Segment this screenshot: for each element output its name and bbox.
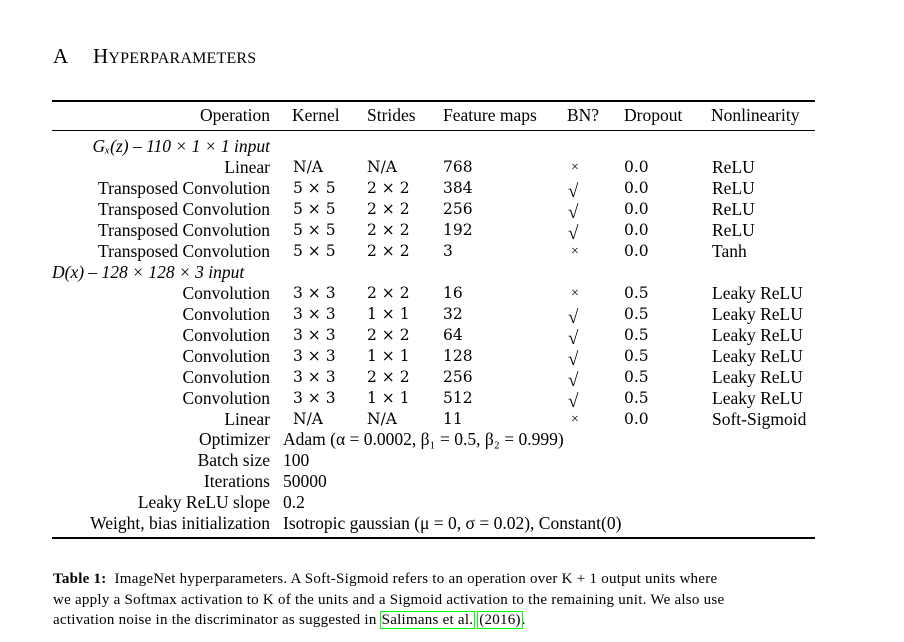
dropout-cell: 0.0 <box>624 221 649 239</box>
strides-cell: 2 × 2 <box>367 284 410 302</box>
bn-check-icon: √ <box>568 181 579 202</box>
operation-cell: Convolution <box>182 304 270 324</box>
section-heading <box>53 44 256 69</box>
setting-label: Iterations <box>203 471 270 491</box>
setting-label: Weight, bias initialization <box>90 513 270 533</box>
nonlinearity-cell: Leaky ReLU <box>712 304 803 324</box>
operation-cell: Linear <box>224 409 270 429</box>
generator-layer-row <box>52 220 815 244</box>
caption-label: Table 1: <box>53 571 107 587</box>
generator-layer-row <box>52 178 815 202</box>
operation-cell: Convolution <box>182 325 270 345</box>
header-feature-maps: Feature maps <box>443 105 537 125</box>
setting-label: Leaky ReLU slope <box>137 492 270 512</box>
kernel-cell: 3 × 3 <box>293 368 336 386</box>
bn-check-icon: √ <box>568 391 579 412</box>
header-strides: Strides <box>367 105 416 125</box>
dropout-cell: 0.0 <box>624 200 649 218</box>
feature-maps-cell: 512 <box>443 389 473 407</box>
operation-cell: Transposed Convolution <box>98 199 270 219</box>
kernel-cell: 3 × 3 <box>293 305 336 323</box>
setting-value: 100 <box>283 450 310 470</box>
section-title-initial: H <box>93 44 109 68</box>
strides-cell: 2 × 2 <box>367 200 410 218</box>
feature-maps-cell: 192 <box>443 221 473 239</box>
table-top-rule <box>52 100 815 102</box>
dropout-cell: 0.5 <box>624 305 649 323</box>
setting-value: Adam (α = 0.0002, β₁ = 0.5, β₂ = 0.999) <box>283 429 564 449</box>
discriminator-layer-row <box>52 304 815 328</box>
header-bn: BN? <box>567 105 600 125</box>
section-title-rest: YPERPARAMETERS <box>108 50 257 67</box>
setting-value: Isotropic gaussian (μ = 0, σ = 0.02), Constant(0) <box>283 513 622 533</box>
feature-maps-cell: 768 <box>443 158 473 176</box>
dropout-cell: 0.5 <box>624 347 649 365</box>
kernel-cell: N/A <box>293 410 323 428</box>
strides-cell: 2 × 2 <box>367 221 410 239</box>
nonlinearity-cell: Leaky ReLU <box>712 283 803 303</box>
caption-end: . <box>521 612 526 628</box>
kernel-cell: 5 × 5 <box>293 242 336 260</box>
discriminator-layer-row <box>52 283 815 304</box>
feature-maps-cell: 32 <box>443 305 463 323</box>
setting-value: 0.2 <box>283 492 305 512</box>
kernel-cell: 3 × 3 <box>293 284 336 302</box>
table-header-row <box>52 105 815 126</box>
bn-check-icon: √ <box>568 202 579 223</box>
dropout-cell: 0.0 <box>624 410 649 428</box>
strides-cell: 1 × 1 <box>367 347 410 365</box>
operation-cell: Convolution <box>182 367 270 387</box>
bn-check-icon: √ <box>568 307 579 328</box>
feature-maps-cell: 256 <box>443 200 473 218</box>
strides-cell: 2 × 2 <box>367 326 410 344</box>
kernel-cell: 5 × 5 <box>293 200 336 218</box>
dropout-cell: 0.0 <box>624 158 649 176</box>
strides-cell: N/A <box>367 158 397 176</box>
feature-maps-cell: 11 <box>443 410 463 428</box>
citation-link-year[interactable]: (2016) <box>479 612 521 628</box>
kernel-cell: 3 × 3 <box>293 326 336 344</box>
table-bottom-rule <box>52 537 815 539</box>
discriminator-group-label <box>52 262 815 283</box>
generator-input-label: Gₓ(z) – 110 × 1 × 1 input <box>92 136 270 156</box>
caption-line-2: we apply a Softmax activation to K of the units and a Sigmoid activation to the remaining unit. We also use <box>53 591 725 608</box>
bn-cross-icon: × <box>571 244 579 259</box>
feature-maps-cell: 16 <box>443 284 463 302</box>
operation-cell: Linear <box>224 157 270 177</box>
generator-layer-row <box>52 241 815 262</box>
feature-maps-cell: 64 <box>443 326 463 344</box>
citation-link-authors[interactable]: Salimans et al. <box>381 612 474 628</box>
strides-cell: 2 × 2 <box>367 368 410 386</box>
discriminator-input-label: D(x) – 128 × 128 × 3 input <box>52 262 245 282</box>
strides-cell: 1 × 1 <box>367 305 410 323</box>
generator-layer-row <box>52 157 815 178</box>
kernel-cell: 3 × 3 <box>293 347 336 365</box>
operation-cell: Convolution <box>182 346 270 366</box>
setting-row <box>52 429 815 450</box>
setting-row <box>52 513 815 534</box>
operation-cell: Convolution <box>182 388 270 408</box>
kernel-cell: 5 × 5 <box>293 179 336 197</box>
bn-check-icon: √ <box>568 223 579 244</box>
nonlinearity-cell: ReLU <box>712 178 755 198</box>
table-caption <box>53 569 813 631</box>
kernel-cell: 3 × 3 <box>293 389 336 407</box>
discriminator-layer-row <box>52 388 815 412</box>
operation-cell: Transposed Convolution <box>98 220 270 240</box>
operation-cell: Convolution <box>182 283 270 303</box>
dropout-cell: 0.5 <box>624 389 649 407</box>
caption-line-3 <box>53 610 813 631</box>
bn-check-icon: √ <box>568 370 579 391</box>
dropout-cell: 0.5 <box>624 368 649 386</box>
bn-check-icon: √ <box>568 328 579 349</box>
nonlinearity-cell: Leaky ReLU <box>712 325 803 345</box>
nonlinearity-cell: ReLU <box>712 157 755 177</box>
header-operation: Operation <box>200 105 270 125</box>
table-header-rule <box>52 130 815 131</box>
nonlinearity-cell: Leaky ReLU <box>712 388 803 408</box>
discriminator-layer-row <box>52 346 815 370</box>
section-number: A <box>53 44 69 68</box>
bn-cross-icon: × <box>571 160 579 175</box>
bn-cross-icon: × <box>571 412 579 427</box>
bn-check-icon: √ <box>568 349 579 370</box>
nonlinearity-cell: Leaky ReLU <box>712 346 803 366</box>
caption-line-1 <box>53 569 813 590</box>
dropout-cell: 0.5 <box>624 284 649 302</box>
feature-maps-cell: 3 <box>443 242 453 260</box>
discriminator-layer-row <box>52 409 815 430</box>
nonlinearity-cell: Tanh <box>712 241 747 261</box>
nonlinearity-cell: ReLU <box>712 199 755 219</box>
header-nonlinearity: Nonlinearity <box>711 105 800 125</box>
setting-row <box>52 450 815 471</box>
bn-cross-icon: × <box>571 286 579 301</box>
setting-row <box>52 471 815 492</box>
dropout-cell: 0.0 <box>624 179 649 197</box>
discriminator-layer-row <box>52 325 815 349</box>
setting-label: Optimizer <box>199 429 270 449</box>
caption-text-1: ImageNet hyperparameters. A Soft-Sigmoid refers to an operation over K + 1 output units where <box>114 571 718 587</box>
feature-maps-cell: 384 <box>443 179 473 197</box>
kernel-cell: N/A <box>293 158 323 176</box>
generator-layer-row <box>52 199 815 223</box>
caption-text-3: activation noise in the discriminator as suggested in <box>53 612 381 628</box>
setting-label: Batch size <box>197 450 270 470</box>
dropout-cell: 0.0 <box>624 242 649 260</box>
operation-cell: Transposed Convolution <box>98 178 270 198</box>
strides-cell: 1 × 1 <box>367 389 410 407</box>
strides-cell: 2 × 2 <box>367 242 410 260</box>
dropout-cell: 0.5 <box>624 326 649 344</box>
feature-maps-cell: 128 <box>443 347 473 365</box>
kernel-cell: 5 × 5 <box>293 221 336 239</box>
operation-cell: Transposed Convolution <box>98 241 270 261</box>
header-kernel: Kernel <box>292 105 340 125</box>
strides-cell: 2 × 2 <box>367 179 410 197</box>
header-dropout: Dropout <box>624 105 683 125</box>
nonlinearity-cell: Leaky ReLU <box>712 367 803 387</box>
setting-row <box>52 492 815 513</box>
nonlinearity-cell: ReLU <box>712 220 755 240</box>
discriminator-layer-row <box>52 367 815 391</box>
strides-cell: N/A <box>367 410 397 428</box>
generator-group-label <box>52 136 815 157</box>
setting-value: 50000 <box>283 471 327 491</box>
nonlinearity-cell: Soft-Sigmoid <box>712 409 807 429</box>
feature-maps-cell: 256 <box>443 368 473 386</box>
